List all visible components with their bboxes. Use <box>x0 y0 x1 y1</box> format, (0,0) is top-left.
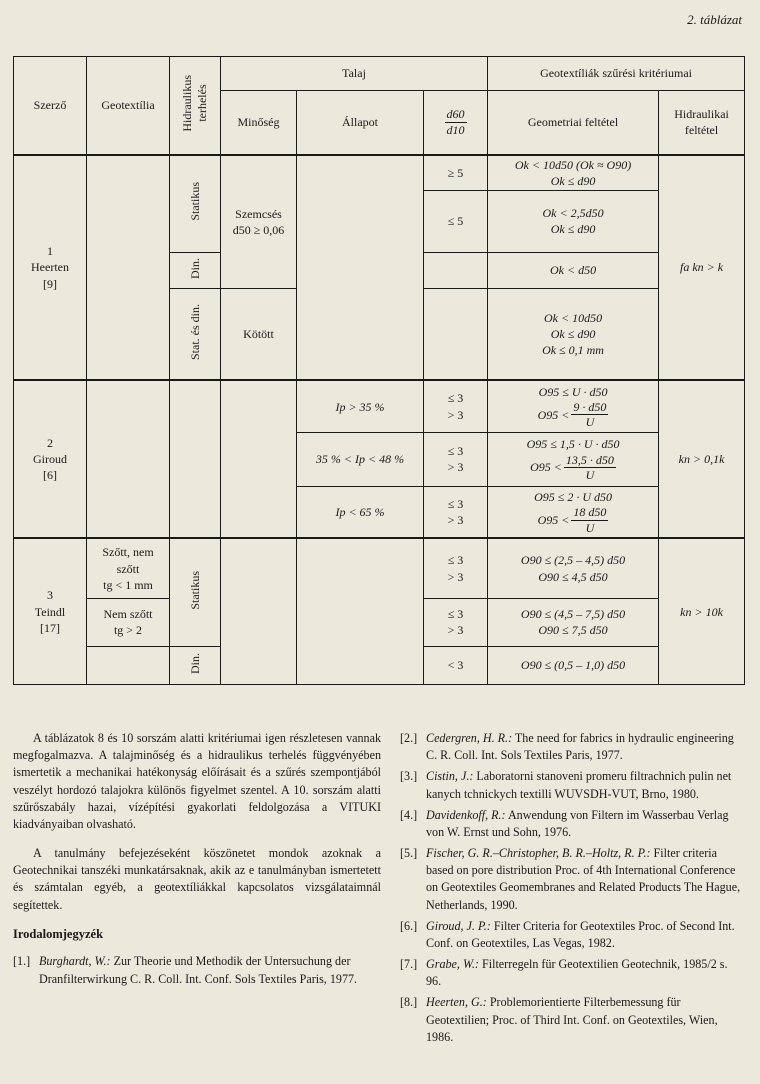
teindl-author: 3 Teindl [17] <box>14 538 87 684</box>
teindl-hydraulic: kn > 10k <box>659 538 745 684</box>
giroud-geo-2b-den: U <box>585 467 595 482</box>
giroud-geo-1a: O95 ≤ U · d50 <box>538 384 608 399</box>
reference-number: [6.] <box>400 918 418 933</box>
giroud-geo-2a: O95 ≤ 1,5 · U · d50 <box>526 437 620 452</box>
giroud-geo-2b-left: O95 < <box>530 460 562 475</box>
giroud-geo-1b-left: O95 < <box>537 407 570 422</box>
heerten-geo-3: Ok < d50 <box>488 252 659 288</box>
paragraph: A táblázatok 8 és 10 sorszám alatti kritériumai igen részletesen vannak megfogalmazva. A talajminőség és a hidraulikus terhelés függvényében ismertetik a mechanikai hatékonyság előírásait és a szűrés szempontjából veszélyt hordozó talajokra különös figyelmet szentel. A 10. sorszám alatti szűrőszabály hazai, vízépítési gyakorlati feldolgozása a VITUKI kiadványaiban olvasható. <box>13 731 381 831</box>
giroud-state-1: Ip > 35 % <box>297 380 424 432</box>
giroud-geo-2b-num: 13,5 · d50 <box>565 452 614 467</box>
reference-number: [3.] <box>400 769 418 784</box>
giroud-state-3: Ip < 65 % <box>297 486 424 538</box>
reference-author: Heerten, G.: <box>426 995 487 1010</box>
teindl-geotextile-2: Nem szőtt tg > 2 <box>87 598 170 646</box>
reference-text: The need for fabrics in hydraulic engineering C. R. Coll. Int. Sols Textiles Paris, 1977. <box>426 731 734 763</box>
heerten-hydraulic: fa kn > k <box>659 155 745 381</box>
heerten-author: 1 Heerten [9] <box>14 155 87 381</box>
giroud-geo-3b-left: O95 < <box>537 513 570 528</box>
reference-item <box>13 953 381 987</box>
reference-number: [7.] <box>400 957 418 972</box>
teindl-geo-1: O90 ≤ (2,5 – 4,5) d50 O90 ≤ 4,5 d50 <box>488 538 659 598</box>
giroud-hydraulic: kn > 0,1k <box>659 380 745 538</box>
heerten-geo-1: Ok < 10d50 (Ok ≈ O90) Ok ≤ d90 <box>488 155 659 191</box>
reference-text: Zur Theorie und Methodik der Untersuchung der Dranfilterwirkung C. R. Coll. Int. Conf. Sols Textiles Paris, 1977. <box>39 954 358 986</box>
heerten-geo-4: Ok < 10d50 Ok ≤ d90 Ok ≤ 0,1 mm <box>488 288 659 380</box>
giroud-geo-3b-num: 18 d50 <box>573 505 607 520</box>
ratio-denominator: d10 <box>446 122 465 137</box>
table-title: 2. táblázat <box>687 12 742 27</box>
giroud-ratio-3: ≤ 3 > 3 <box>424 486 488 538</box>
reference-item <box>400 994 744 1046</box>
reference-item <box>400 918 744 952</box>
header-geotextile: Geotextília <box>87 57 170 155</box>
right-column <box>400 730 744 1050</box>
reference-text: Filterregeln für Geotextilien Geotechnik, 1985/2 s. 96. <box>426 957 728 989</box>
reference-author: Burghardt, W.: <box>39 954 111 969</box>
reference-author: Cistin, J.: <box>426 769 474 784</box>
header-hydraulic-load: Hidraulikus terhelés <box>180 74 209 132</box>
teindl-ratio-2: ≤ 3 > 3 <box>424 598 488 646</box>
heerten-load-dyn: Din. <box>187 257 202 279</box>
ratio-numerator: d60 <box>446 107 465 122</box>
reference-author: Fischer, G. R.–Christopher, B. R.–Holtz, R. P.: <box>426 846 651 861</box>
reference-item <box>400 807 744 841</box>
reference-item <box>400 768 744 802</box>
header-soil-quality: Minőség <box>221 91 297 155</box>
heerten-quality-granular: Szemcsés d50 ≥ 0,06 <box>221 155 297 289</box>
reference-number: [8.] <box>400 995 418 1010</box>
reference-author: Grabe, W.: <box>426 957 479 972</box>
reference-number: [5.] <box>400 846 418 861</box>
teindl-load-static: Statikus <box>187 571 202 610</box>
heerten-load-static: Statikus <box>187 182 202 221</box>
giroud-state-2: 35 % < Ip < 48 % <box>297 432 424 486</box>
giroud-author: 2 Giroud [6] <box>14 380 87 538</box>
giroud-geo-1b-den: U <box>585 415 595 430</box>
teindl-load-dyn: Din. <box>187 652 202 674</box>
reference-number: [2.] <box>400 731 418 745</box>
giroud-ratio-1: ≤ 3 > 3 <box>424 380 488 432</box>
heerten-geo-2: Ok < 2,5d50 Ok ≤ d90 <box>488 190 659 252</box>
teindl-ratio-3: < 3 <box>424 646 488 684</box>
header-author: Szerző <box>14 57 87 155</box>
reference-text: Filter Criteria for Geotextiles Proc. of Second Int. Conf. on Geotextiles, Las Vegas, 1982. <box>426 918 735 950</box>
left-column <box>13 730 381 992</box>
reference-item <box>400 956 744 990</box>
teindl-ratio-1: ≤ 3 > 3 <box>424 538 488 598</box>
reference-item <box>400 730 744 764</box>
reference-item <box>400 845 744 914</box>
teindl-geo-3: O90 ≤ (0,5 – 1,0) d50 <box>488 646 659 684</box>
header-ratio <box>445 107 467 137</box>
paragraph: A tanulmány befejezéseként köszönetet mondok azoknak a Geotechnikai tanszéki munkatársaknak, akik az e tanulmányban ismertetett és számtalan egyéb, a geotextíliákkal kapcsolatos vizsgálataimnál segítettek. <box>13 846 381 912</box>
header-geometric: Geometriai feltétel <box>488 91 659 155</box>
criteria-table <box>13 56 745 685</box>
heerten-ratio-2: ≤ 5 <box>424 190 488 252</box>
reference-author: Cedergren, H. R.: <box>426 731 513 745</box>
heerten-ratio-1: ≥ 5 <box>424 155 488 191</box>
reference-text: Laboratorni stanoveni promeru filtrachnich pulin net kanych tchnickych textilli WUVSDH-VUT, Brno, 1980. <box>426 769 732 801</box>
heerten-load-statdyn: Stat. és din. <box>187 304 202 361</box>
header-hydraulic-condition: Hidraulikai feltétel <box>659 91 745 155</box>
header-soil: Talaj <box>221 57 488 91</box>
references-heading: Irodalomjegyzék <box>13 926 104 941</box>
reference-author: Giroud, J. P.: <box>426 918 491 933</box>
reference-author: Davidenkoff, R.: <box>426 807 506 822</box>
reference-number: [4.] <box>400 807 418 822</box>
giroud-ratio-2: ≤ 3 > 3 <box>424 432 488 486</box>
reference-number: [1.] <box>13 954 31 969</box>
heerten-quality-cohesive: Kötött <box>221 288 297 380</box>
giroud-geo-3a: O95 ≤ 2 · U d50 <box>534 490 612 505</box>
reference-text: Problemorientierte Filterbemessung für Geotextilien; Proc. of Third Int. Conf. on Geotextiles, Wien, 1986. <box>426 995 718 1044</box>
header-soil-state: Állapot <box>297 91 424 155</box>
giroud-geo-3b-den: U <box>585 520 595 535</box>
header-criteria: Geotextíliák szűrési kritériumai <box>488 57 745 91</box>
reference-text: Anwendung von Filtern im Wasserbau Verlag von W. Ernst und Sohn, 1976. <box>426 807 729 839</box>
teindl-geo-2: O90 ≤ (4,5 – 7,5) d50 O90 ≤ 7,5 d50 <box>488 598 659 646</box>
teindl-geotextile-1: Szőtt, nem szőtt tg < 1 mm <box>87 538 170 598</box>
reference-text: Filter criteria based on pore distribution Proc. of 4th International Conference on Geotextiles Geomembranes and Related Products The Hague, Netherlands, 1990. <box>426 846 741 912</box>
giroud-geo-1b-num: 9 · d50 <box>573 399 607 414</box>
